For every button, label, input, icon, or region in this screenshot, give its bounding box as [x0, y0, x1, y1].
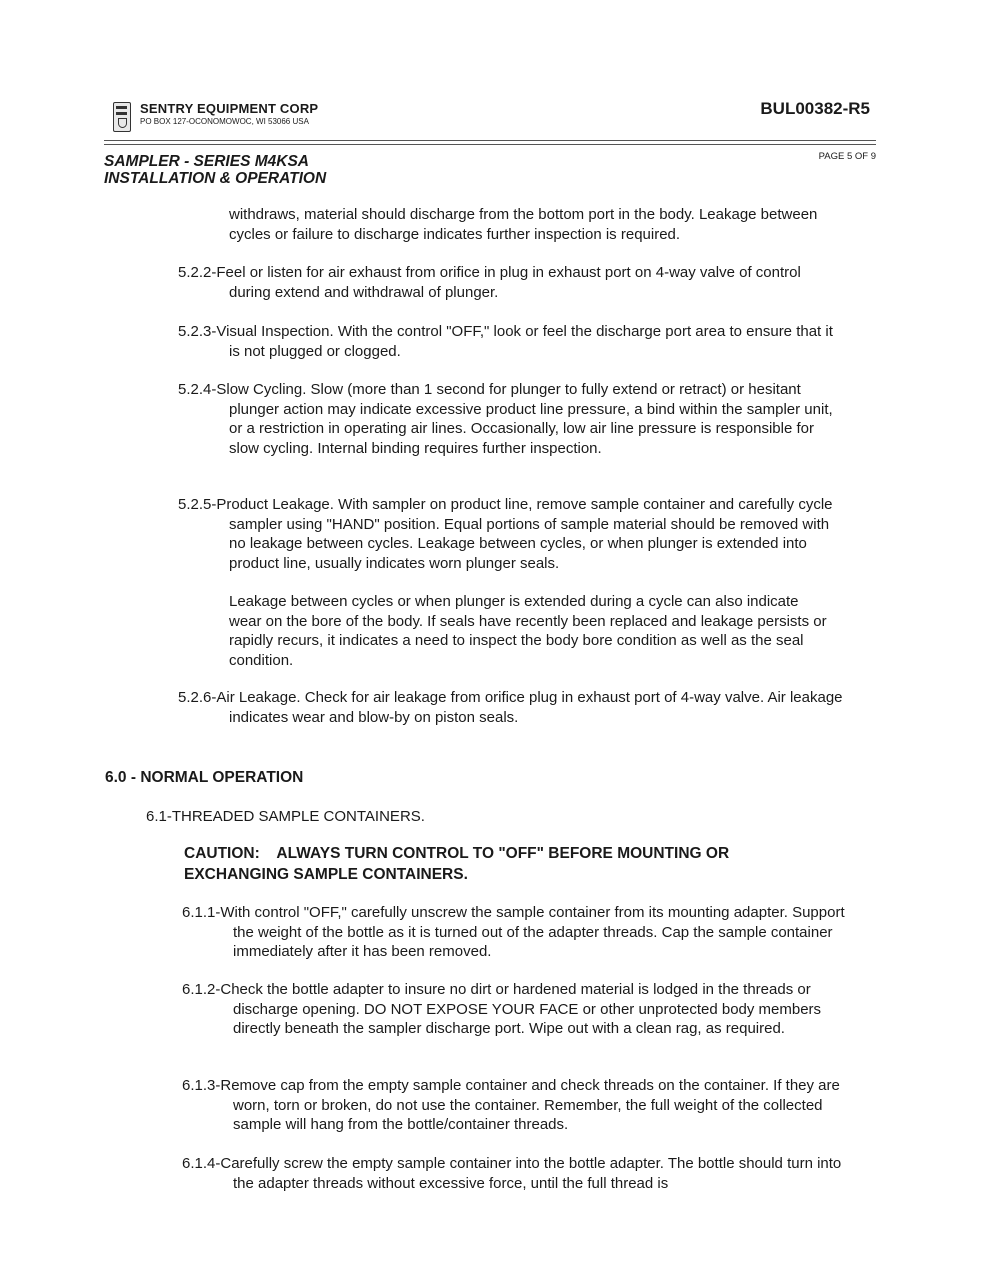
caution-notice — [184, 843, 850, 885]
paragraph-5-2-2: 5.2.2-Feel or listen for air exhaust from orifice in plug in exhaust port on 4-way valve of control during extend and withdrawal of plunger. — [178, 264, 801, 301]
paragraph-6-1-4: 6.1.4-Carefully screw the empty sample container into the bottle adapter. The bottle should turn into the adapter threads without excessive force, until the full thread is — [182, 1155, 842, 1192]
caution-line-1: CAUTION: ALWAYS TURN CONTROL TO "OFF" BEFORE MOUNTING OR — [184, 845, 730, 862]
document-subtitle: INSTALLATION & OPERATION — [104, 170, 327, 187]
caution-line-2: EXCHANGING SAMPLE CONTAINERS. — [184, 866, 468, 883]
paragraph-5-2-4: 5.2.4-Slow Cycling. Slow (more than 1 second for plunger to fully extend or retract) or hesitant plunger action may indicate excessive product line pressure, a bind within the sampler unit, or a restriction in operating air lines. Occasionally, low air line pressure is responsible for slow cycling. Internal binding requires further inspection. — [178, 381, 833, 457]
header-rule-top — [104, 140, 876, 141]
paragraph-6-1-3: 6.1.3-Remove cap from the empty sample container and check threads on the container. If they are worn, torn or broken, do not use the container. Remember, the full weight of the collected sample will hang from the bottle/container threads. — [182, 1077, 840, 1133]
page-number: PAGE 5 OF 9 — [818, 151, 876, 162]
section-heading-6-0: 6.0 - NORMAL OPERATION — [105, 769, 304, 786]
document-number: BUL00382-R5 — [760, 99, 870, 118]
paragraph-5-2-6: 5.2.6-Air Leakage. Check for air leakage from orifice plug in exhaust port of 4-way valve. Air leakage indicates wear and blow-by on piston seals. — [178, 689, 843, 726]
document-title: SAMPLER - SERIES M4KSA — [104, 153, 309, 170]
header-rule-bottom — [104, 144, 876, 145]
subsection-heading-6-1: 6.1-THREADED SAMPLE CONTAINERS. — [146, 808, 425, 825]
paragraph-6-1-2: 6.1.2-Check the bottle adapter to insure no dirt or hardened material is lodged in the threads or discharge opening. DO NOT EXPOSE YOUR FACE or other unprotected body members directly beneath the sampler discharge port. Wipe out with a clean rag, as required. — [182, 981, 822, 1037]
company-address: PO BOX 127-OCONOMOWOC, WI 53066 USA — [140, 117, 309, 126]
paragraph-5-2-5: 5.2.5-Product Leakage. With sampler on product line, remove sample container and carefully cycle sampler using "HAND" position. Equal portions of sample material should be removed with no leakage between cycles. Leakage between cycles, or when plunger is extended into product line, usually indicates worn plunger seals. — [178, 496, 833, 572]
company-name: SENTRY EQUIPMENT CORP — [140, 101, 319, 116]
paragraph-continued: withdraws, material should discharge from the bottom port in the body. Leakage between cycles or failure to discharge indicates further inspection is required. — [229, 206, 818, 243]
paragraph-6-1-1: 6.1.1-With control "OFF," carefully unscrew the sample container from its mounting adapter. Support the weight of the bottle as it is turned out of the adapter threads. Cap the sample container immediately after it has been removed. — [182, 904, 845, 960]
paragraph-5-2-3: 5.2.3-Visual Inspection. With the control "OFF," look or feel the discharge port area to ensure that it is not plugged or clogged. — [178, 323, 833, 360]
company-logo — [113, 102, 131, 132]
paragraph-5-2-5-continued: Leakage between cycles or when plunger is extended during a cycle can also indicate wear on the bore of the body. If seals have recently been replaced and leakage persists or rapidly recurs, it indicates a need to inspect the body bore condition as well as the seal condition. — [229, 593, 827, 669]
